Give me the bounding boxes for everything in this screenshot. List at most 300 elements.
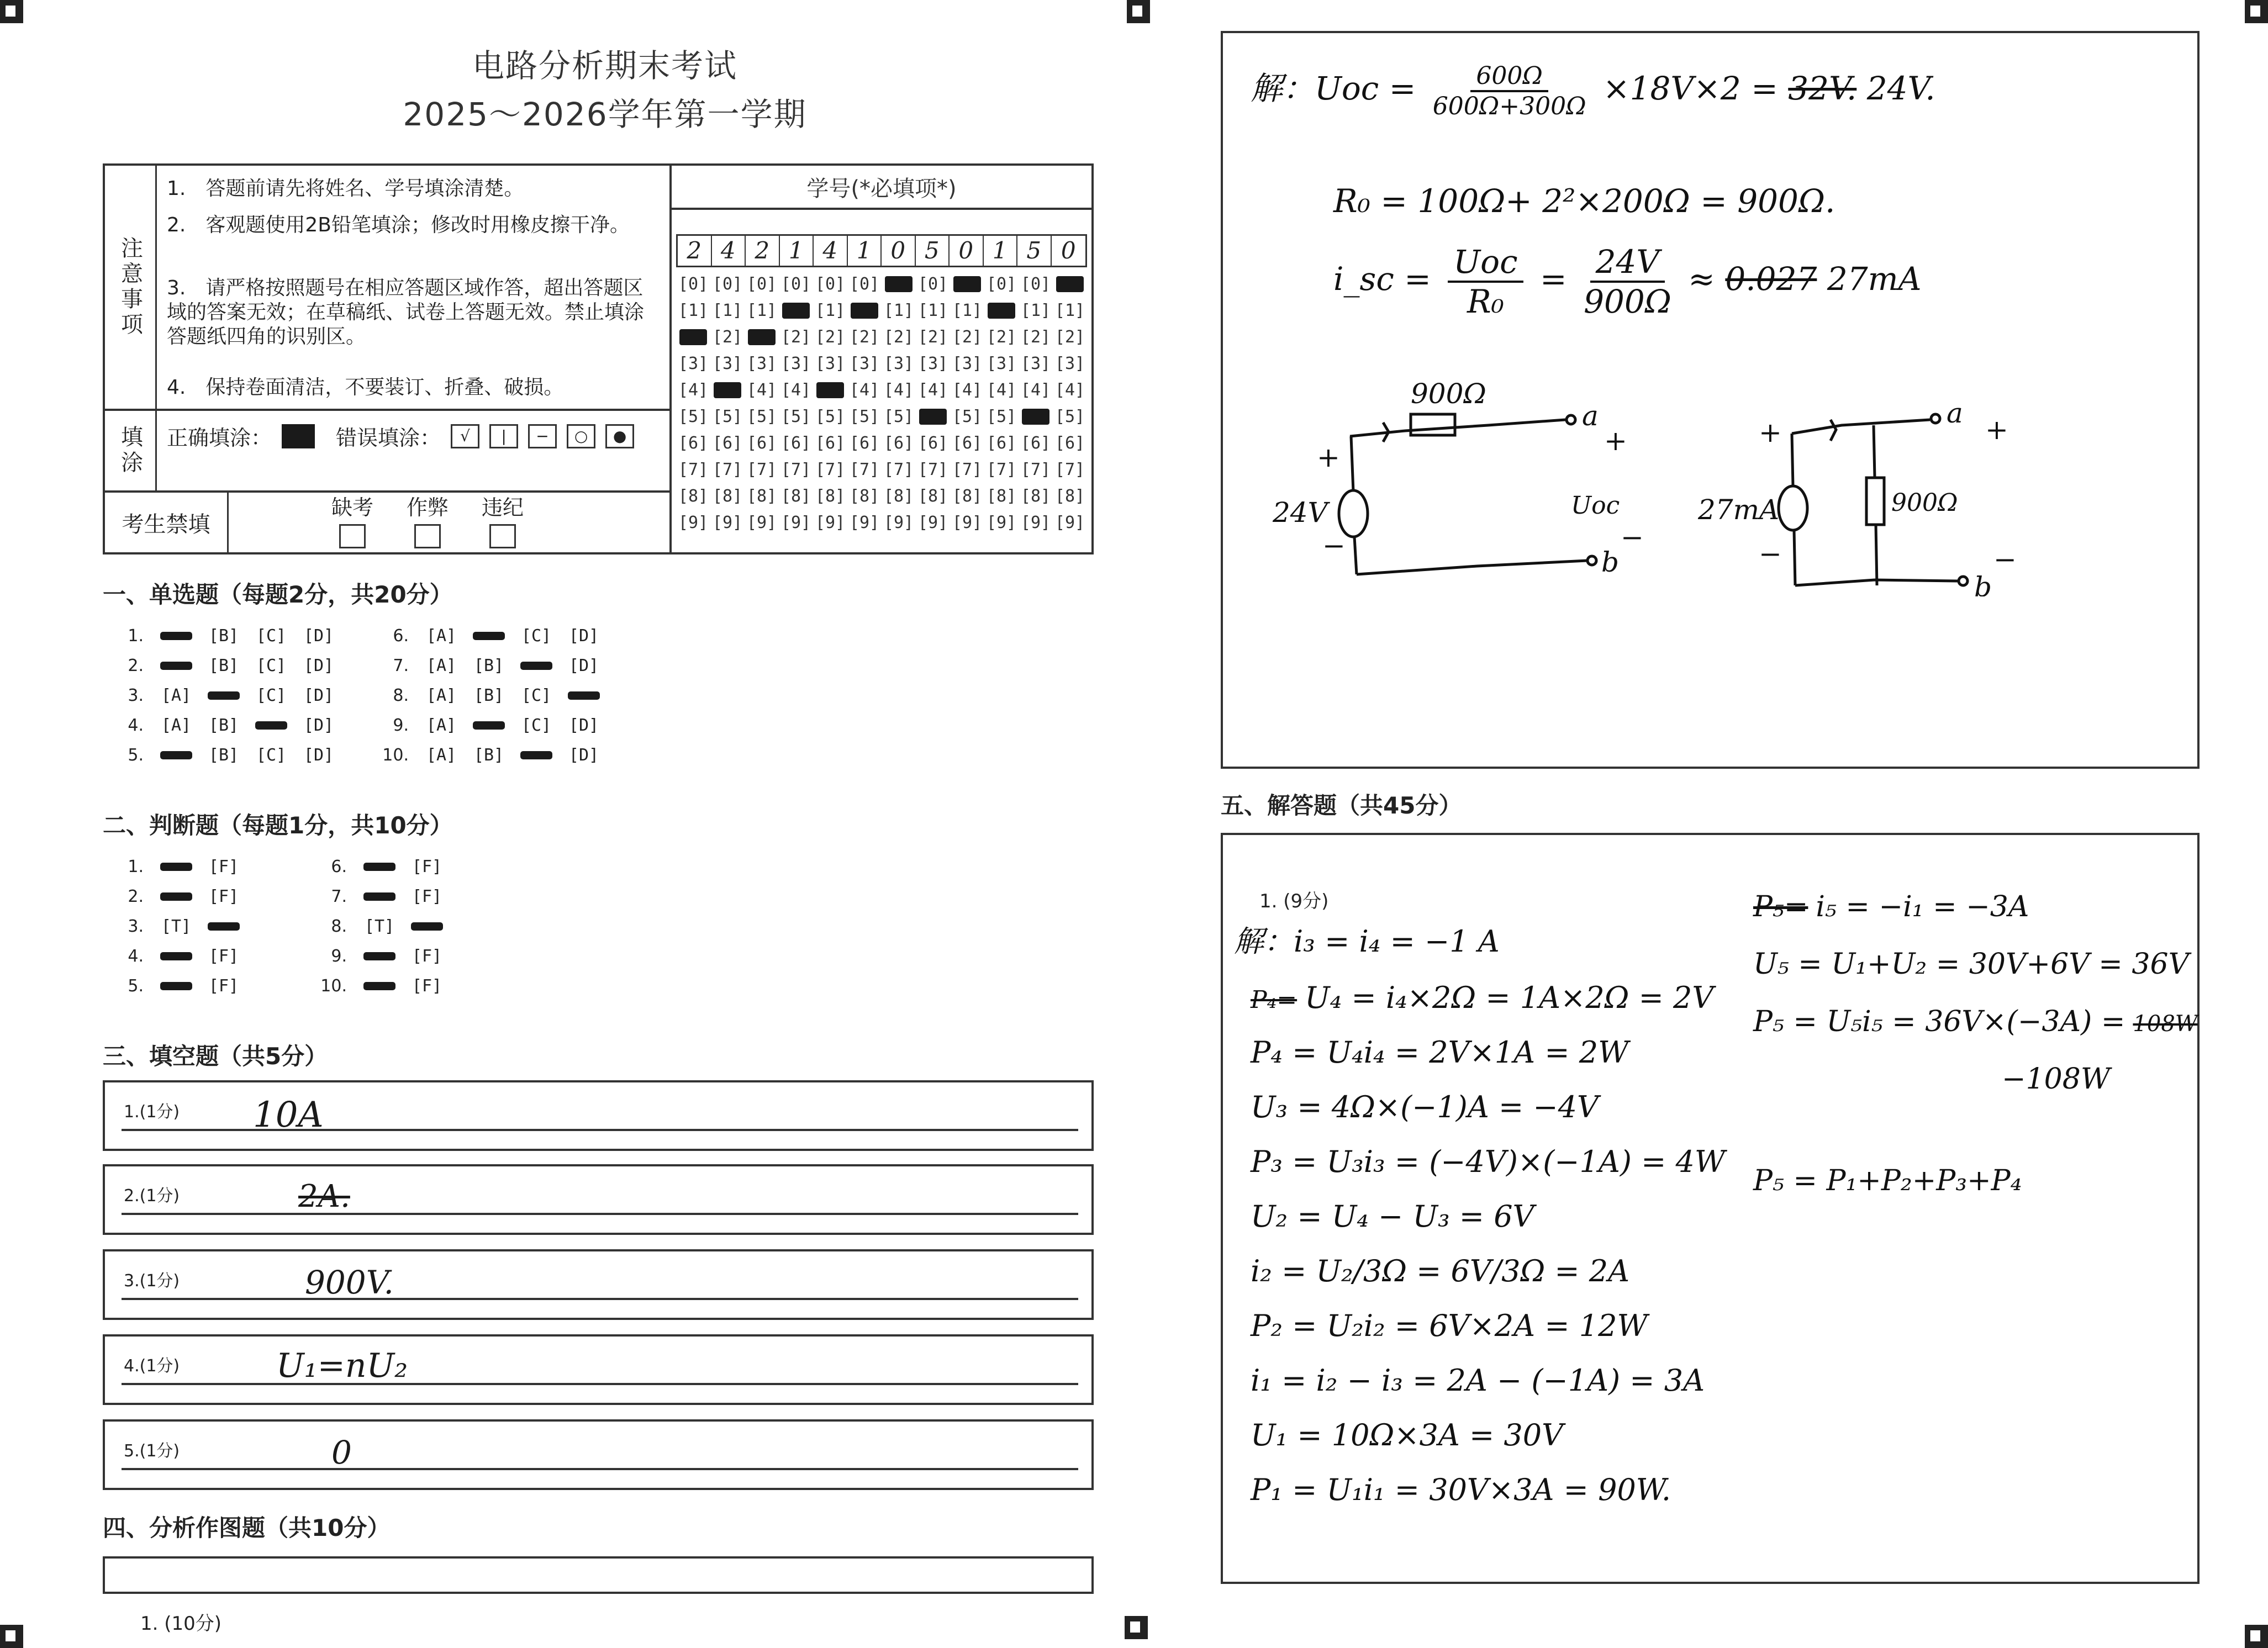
student-id-digit: 4 — [814, 236, 848, 266]
student-id-bubble[interactable]: [9] — [1020, 513, 1051, 532]
notice-left — [105, 166, 672, 552]
option-bubble-a[interactable] — [152, 656, 200, 675]
registration-mark-icon — [1125, 1616, 1148, 1639]
student-id-bubble[interactable]: [9] — [849, 513, 880, 532]
c2-minus: − — [1759, 538, 1782, 570]
student-id-digit: 1 — [848, 236, 882, 266]
forbid-violation-label: 违纪 — [482, 495, 524, 520]
single-choice-question — [376, 740, 608, 770]
work-line: P₅ = U₅i₅ = 36V×(−3A) = — [1753, 1005, 2125, 1038]
student-id-bubble[interactable] — [745, 325, 779, 350]
student-id-digit: 2 — [746, 236, 780, 266]
option-bubble-b[interactable]: [B] — [208, 715, 239, 735]
option-bubble-b[interactable] — [200, 686, 247, 705]
true-false-question — [314, 911, 451, 941]
option-bubble-b[interactable]: [B] — [473, 656, 504, 675]
student-id-bubble[interactable]: [7] — [986, 460, 1017, 479]
option-bubble-f[interactable]: [F] — [412, 976, 442, 996]
student-id-bubble[interactable]: [5] — [746, 407, 777, 426]
student-id-bubble[interactable]: [8] — [849, 487, 880, 506]
student-id-bubble[interactable]: [4] — [917, 381, 948, 400]
student-id-bubble[interactable]: [4] — [1054, 381, 1085, 400]
blank-answer-2[interactable] — [103, 1164, 1094, 1235]
student-id-bubble[interactable]: [5] — [712, 407, 743, 426]
option-bubble-b[interactable]: [B] — [208, 745, 239, 765]
student-id-bubble[interactable]: [0] — [849, 274, 880, 294]
voc-prefix: 解：Uoc = — [1251, 70, 1416, 108]
question-number: 6. — [331, 857, 347, 876]
voc-fraction — [1433, 62, 1586, 120]
option-bubble-f[interactable]: [F] — [208, 857, 239, 876]
c1-plus: + — [1317, 441, 1340, 473]
option-bubble-b[interactable]: [B] — [473, 685, 504, 705]
registration-mark-icon — [2245, 1625, 2268, 1648]
struck-prefix: P₅= — [1753, 890, 1808, 923]
forbid-absent-checkbox[interactable] — [339, 524, 366, 548]
blank-handwritten-answer: 0 — [331, 1434, 352, 1471]
student-id-bubble[interactable]: [5] — [780, 407, 811, 426]
question-number: 1. — [128, 857, 144, 876]
isc-numerator-2: 24V — [1590, 243, 1665, 283]
student-id-bubble[interactable]: [4] — [1020, 381, 1051, 400]
option-bubble-b[interactable] — [465, 626, 513, 646]
work-line: U₁ = 10Ω×3A = 30V — [1251, 1418, 1564, 1452]
work-line: P₂ = U₂i₂ = 6V×2A = 12W — [1251, 1308, 1648, 1343]
forbid-cheat — [407, 490, 449, 548]
student-id-bubble[interactable]: [3] — [746, 354, 777, 373]
option-bubble-a[interactable]: [A] — [426, 685, 457, 705]
option-bubble-f[interactable]: [F] — [208, 976, 239, 996]
student-id-bubble[interactable]: [5] — [815, 407, 846, 426]
option-bubble-t[interactable]: [T] — [364, 916, 395, 936]
option-bubble-f[interactable]: [F] — [208, 886, 239, 906]
single-choice-question — [110, 621, 342, 651]
student-id-bubble[interactable]: [3] — [849, 354, 880, 373]
option-bubble-a[interactable] — [152, 626, 200, 646]
c1-terminal-b: b — [1601, 546, 1620, 578]
work-line: i₁ = i₂ − i₃ = 2A − (−1A) = 3A — [1251, 1363, 1705, 1398]
student-id-digit: 0 — [950, 236, 984, 266]
work-line: U₂ = U₄ − U₃ = 6V — [1251, 1199, 1534, 1234]
section4-header-box — [103, 1556, 1094, 1594]
student-id-digit: 1 — [984, 236, 1018, 266]
option-bubble-d[interactable]: [D] — [568, 745, 599, 765]
work-line-row — [1234, 1418, 1725, 1452]
student-id-bubble[interactable]: [8] — [883, 487, 914, 506]
terminal-a-icon — [1931, 414, 1940, 423]
student-id-bubble[interactable]: [0] — [780, 274, 811, 294]
student-id-bubble[interactable]: [2] — [712, 328, 743, 347]
student-id-bubble[interactable] — [916, 404, 950, 429]
question-number: 7. — [331, 886, 347, 906]
forbid-violation-checkbox[interactable] — [489, 524, 516, 548]
question-number: 3. — [128, 685, 144, 705]
student-id-bubble[interactable]: [2] — [883, 328, 914, 347]
blank-label: 2.(1分) — [124, 1186, 180, 1206]
option-bubble-c[interactable]: [C] — [521, 685, 552, 705]
student-id-bubble[interactable]: [2] — [1054, 328, 1085, 347]
answer-line — [122, 1213, 1078, 1215]
student-id-bubble[interactable]: [7] — [746, 460, 777, 479]
student-id-bubble[interactable]: [9] — [815, 513, 846, 532]
work-line: P₃ = U₃i₃ = (−4V)×(−1A) = 4W — [1251, 1144, 1726, 1179]
option-bubble-a[interactable]: [A] — [426, 745, 457, 765]
student-id-bubble[interactable]: [7] — [883, 460, 914, 479]
option-bubble-b[interactable]: [B] — [208, 656, 239, 675]
student-id-bubble[interactable]: [2] — [780, 328, 811, 347]
option-bubble-t[interactable]: [T] — [161, 916, 192, 936]
answer-line — [122, 1298, 1078, 1300]
question-number: 2. — [128, 656, 144, 675]
section5-title: 五、解答题（共45分） — [1221, 792, 1462, 819]
wire-bottom — [1357, 561, 1587, 574]
student-id-bubble[interactable]: [1] — [815, 301, 846, 320]
option-bubble-b[interactable]: [B] — [208, 626, 239, 646]
single-choice-question — [110, 680, 342, 710]
student-id-bubble[interactable]: [6] — [678, 434, 709, 453]
option-bubble-d[interactable] — [560, 686, 608, 705]
student-id-bubble[interactable]: [0] — [815, 274, 846, 294]
student-id-bubble[interactable] — [779, 298, 813, 323]
terminal-b-icon — [1959, 577, 1968, 585]
option-bubble-t[interactable] — [356, 947, 403, 966]
option-bubble-t[interactable] — [152, 857, 200, 876]
question-number: 2. — [128, 886, 144, 906]
student-id-bubble[interactable]: [7] — [1020, 460, 1051, 479]
student-id-bubble[interactable] — [882, 272, 916, 297]
student-id-bubble[interactable]: [2] — [952, 328, 983, 347]
student-id-bubble[interactable] — [1053, 272, 1087, 297]
isc-fraction-1 — [1448, 243, 1523, 320]
student-id-bubble[interactable]: [2] — [1020, 328, 1051, 347]
student-id-bubble[interactable]: [4] — [780, 381, 811, 400]
option-bubble-d[interactable]: [D] — [568, 626, 599, 646]
student-id-bubble[interactable]: [0] — [746, 274, 777, 294]
student-id-bubble[interactable]: [3] — [815, 354, 846, 373]
student-id-bubble[interactable]: [7] — [849, 460, 880, 479]
question-number: 9. — [331, 946, 347, 966]
isc-equals: = — [1540, 260, 1567, 298]
resistor-icon — [1866, 478, 1884, 525]
student-id-bubble[interactable]: [2] — [815, 328, 846, 347]
work-line-row — [1742, 890, 2198, 923]
option-bubble-c[interactable]: [C] — [256, 745, 287, 765]
student-id-bubble[interactable]: [1] — [1020, 301, 1051, 320]
student-id-bubble[interactable]: [5] — [986, 407, 1017, 426]
c1-plus-a: + — [1604, 425, 1627, 457]
student-id-bubble[interactable]: [6] — [952, 434, 983, 453]
blank-answer-3[interactable] — [103, 1249, 1094, 1320]
student-id-bubble[interactable]: [3] — [678, 354, 709, 373]
option-bubble-c[interactable] — [513, 746, 560, 765]
work-line-row — [1234, 1472, 1725, 1507]
option-bubble-t[interactable] — [356, 857, 403, 876]
question-number: 8. — [393, 685, 409, 705]
option-bubble-f[interactable]: [F] — [412, 946, 442, 966]
student-id-bubble-grid — [676, 272, 1087, 535]
c1-source-label: 24V — [1273, 496, 1328, 529]
student-id-bubble[interactable]: [6] — [712, 434, 743, 453]
student-id-bubble[interactable]: [2] — [986, 328, 1017, 347]
option-bubble-d[interactable]: [D] — [568, 715, 599, 735]
student-id-bubble[interactable] — [676, 325, 710, 350]
student-id-digit: 0 — [1061, 237, 1076, 264]
option-bubble-a[interactable] — [152, 746, 200, 765]
student-id-bubble[interactable]: [1] — [746, 301, 777, 320]
student-id-digit: 5 — [1017, 236, 1052, 266]
wire-top — [1350, 420, 1565, 436]
option-bubble-d[interactable]: [D] — [303, 685, 334, 705]
question-number: 3. — [128, 916, 144, 936]
student-id-bubble[interactable]: [6] — [986, 434, 1017, 453]
blank-handwritten-answer: 10A — [253, 1095, 324, 1135]
work-line: i₂ = U₂/3Ω = 6V/3Ω = 2A — [1251, 1254, 1630, 1288]
work-line-row — [1742, 1164, 2198, 1197]
student-id-bubble[interactable]: [4] — [986, 381, 1017, 400]
option-bubble-c[interactable] — [247, 716, 295, 735]
option-bubble-c[interactable] — [513, 656, 560, 675]
student-id-bubble[interactable]: [9] — [917, 513, 948, 532]
question-number: 10. — [382, 745, 409, 765]
option-bubble-d[interactable]: [D] — [303, 656, 334, 675]
student-id-bubble[interactable]: [8] — [746, 487, 777, 506]
student-id-bubble[interactable]: [8] — [780, 487, 811, 506]
student-id-bubble[interactable]: [3] — [1020, 354, 1051, 373]
blank-label: 5.(1分) — [124, 1441, 180, 1461]
student-id-bubble[interactable]: [6] — [1054, 434, 1085, 453]
work-line-row — [1234, 1254, 1725, 1288]
student-id-bubble[interactable]: [5] — [1054, 407, 1085, 426]
student-id-bubble[interactable]: [1] — [917, 301, 948, 320]
answer-line — [122, 1468, 1078, 1470]
student-id-bubble[interactable]: [4] — [952, 381, 983, 400]
student-id-bubble[interactable] — [950, 272, 984, 297]
option-bubble-f[interactable]: [F] — [412, 886, 442, 906]
student-id-bubble[interactable]: [9] — [746, 513, 777, 532]
student-id-bubble[interactable]: [9] — [883, 513, 914, 532]
option-bubble-c[interactable]: [C] — [521, 715, 552, 735]
notice-item-2: 2. 客观题使用2B铅笔填涂；修改时用橡皮擦干净。 — [167, 214, 630, 236]
circuit-diagrams — [1223, 342, 2202, 596]
wire-left-bottom — [1354, 537, 1357, 574]
student-id-bubble[interactable]: [9] — [952, 513, 983, 532]
option-bubble-c[interactable]: [C] — [521, 626, 552, 646]
section2-title: 二、判断题（每题1分，共10分） — [103, 812, 453, 839]
option-bubble-c[interactable]: [C] — [256, 626, 287, 646]
student-id-bubble[interactable]: [9] — [678, 513, 709, 532]
voc-struck-value: 32V. — [1788, 70, 1857, 108]
student-id-bubble[interactable]: [5] — [883, 407, 914, 426]
true-false-question — [314, 941, 451, 971]
student-id-bubble[interactable]: [2] — [917, 328, 948, 347]
student-id-bubble[interactable]: [1] — [1054, 301, 1085, 320]
true-false-question — [110, 852, 247, 881]
student-id-bubble[interactable]: [7] — [1054, 460, 1085, 479]
option-bubble-c[interactable]: [C] — [256, 685, 287, 705]
student-id-bubble[interactable]: [8] — [1020, 487, 1051, 506]
option-bubble-d[interactable]: [D] — [303, 745, 334, 765]
student-id-bubble[interactable]: [7] — [952, 460, 983, 479]
student-id-bubble[interactable]: [8] — [815, 487, 846, 506]
section4-answer-area[interactable] — [1221, 31, 2200, 769]
section5-right-work — [1742, 890, 2198, 1197]
student-id-bubble[interactable]: [1] — [952, 301, 983, 320]
student-id-bubble[interactable]: [4] — [883, 381, 914, 400]
student-id-bubble[interactable]: [7] — [780, 460, 811, 479]
option-bubble-b[interactable] — [465, 716, 513, 735]
work-line: U₄ = i₄×2Ω = 1A×2Ω = 2V — [1305, 980, 1714, 1015]
wire-mid-bottom — [1876, 525, 1877, 585]
student-id-bubble[interactable]: [3] — [917, 354, 948, 373]
student-id-bubble[interactable]: [3] — [780, 354, 811, 373]
isc-approx: ≈ — [1688, 260, 1715, 298]
student-id-bubble[interactable]: [0] — [712, 274, 743, 294]
blank-answer-4[interactable] — [103, 1334, 1094, 1405]
student-id-bubble[interactable] — [1019, 404, 1053, 429]
single-choice-question — [376, 680, 608, 710]
student-id-bubble[interactable]: [3] — [986, 354, 1017, 373]
registration-mark-icon — [0, 0, 23, 23]
student-id-bubble[interactable]: [2] — [849, 328, 880, 347]
student-id-bubble[interactable]: [0] — [986, 274, 1017, 294]
isc-prefix: i_sc = — [1333, 260, 1431, 298]
student-id-bubble[interactable]: [1] — [883, 301, 914, 320]
option-bubble-a[interactable]: [A] — [161, 715, 192, 735]
section4-title: 四、分析作图题（共10分） — [103, 1514, 391, 1541]
student-id-bubble[interactable]: [0] — [917, 274, 948, 294]
student-id-bubble[interactable]: [8] — [1054, 487, 1085, 506]
option-bubble-t[interactable] — [152, 887, 200, 906]
work-line: −108W — [2002, 1063, 2111, 1096]
wrong-line-icon: | — [489, 424, 518, 448]
student-id-bubble[interactable]: [5] — [678, 407, 709, 426]
option-bubble-d[interactable]: [D] — [568, 656, 599, 675]
student-id-bubble[interactable]: [4] — [678, 381, 709, 400]
option-bubble-d[interactable]: [D] — [303, 715, 334, 735]
student-id-bubble[interactable] — [984, 298, 1019, 323]
student-id-bubble[interactable]: [9] — [986, 513, 1017, 532]
student-id-bubble[interactable]: [6] — [1020, 434, 1051, 453]
work-line: 解：i₃ = i₄ = −1 A — [1234, 924, 1500, 959]
single-choice-question — [110, 740, 342, 770]
student-id-bubble[interactable]: [6] — [815, 434, 846, 453]
student-id-bubble[interactable]: [8] — [952, 487, 983, 506]
student-id-bubble[interactable]: [6] — [849, 434, 880, 453]
forbid-cheat-checkbox[interactable] — [414, 524, 441, 548]
student-id-digits — [676, 234, 1087, 267]
section4-q1-label: 1. (10分) — [140, 1613, 222, 1635]
single-choice-question — [376, 651, 608, 680]
student-id-bubble[interactable]: [7] — [917, 460, 948, 479]
notice-panel — [103, 163, 1094, 554]
answer-line — [122, 1383, 1078, 1385]
student-id-bubble[interactable]: [6] — [917, 434, 948, 453]
student-id-digit: 5 — [916, 236, 950, 266]
option-bubble-d[interactable]: [D] — [303, 626, 334, 646]
notice-item-3: 3. 请严格按照题号在相应答题区域作答，超出答题区域的答案无效；在草稿纸、试卷上答题无效。禁止填涂答题纸四角的识别区。 — [167, 277, 645, 348]
registration-mark-icon — [2245, 0, 2268, 23]
student-id-bubble[interactable]: [6] — [746, 434, 777, 453]
work-line-row — [1234, 918, 1725, 960]
student-id-bubble[interactable]: [9] — [780, 513, 811, 532]
wire-left — [1351, 436, 1353, 492]
blank-handwritten-answer: 900V. — [305, 1264, 394, 1301]
option-bubble-f[interactable]: [F] — [208, 946, 239, 966]
student-id-bubble[interactable] — [813, 378, 847, 403]
student-id-bubble[interactable]: [7] — [815, 460, 846, 479]
student-id-bubble[interactable] — [710, 378, 745, 403]
student-id-bubble[interactable]: [6] — [883, 434, 914, 453]
option-bubble-f[interactable] — [403, 917, 451, 936]
forbid-cheat-label: 作弊 — [407, 495, 449, 520]
c2-plus-a: + — [1985, 414, 2008, 446]
student-id-bubble[interactable]: [7] — [712, 460, 743, 479]
true-false-question — [110, 881, 247, 911]
student-id-bubble[interactable]: [3] — [712, 354, 743, 373]
student-id-bubble[interactable]: [3] — [952, 354, 983, 373]
option-bubble-a[interactable]: [A] — [161, 685, 192, 705]
student-id-bubble[interactable]: [8] — [712, 487, 743, 506]
blank-label: 1.(1分) — [124, 1102, 180, 1122]
option-bubble-a[interactable]: [A] — [426, 656, 457, 675]
student-id-bubble[interactable]: [8] — [986, 487, 1017, 506]
student-id-bubble[interactable]: [4] — [849, 381, 880, 400]
option-bubble-a[interactable]: [A] — [426, 626, 457, 646]
blank-answer-1[interactable] — [103, 1080, 1094, 1151]
student-id-bubble[interactable]: [9] — [712, 513, 743, 532]
true-false-question — [110, 911, 247, 941]
option-bubble-t[interactable] — [356, 976, 403, 996]
student-id-bubble[interactable]: [9] — [1054, 513, 1085, 532]
question-number: 4. — [128, 946, 144, 966]
isc-numerator-1: Uoc — [1448, 243, 1523, 283]
current-source-icon — [1779, 486, 1807, 530]
student-id-bubble[interactable]: [4] — [746, 381, 777, 400]
student-id-bubble[interactable]: [5] — [952, 407, 983, 426]
student-id-bubble[interactable]: [5] — [849, 407, 880, 426]
student-id-bubble[interactable]: [0] — [1020, 274, 1051, 294]
option-bubble-f[interactable] — [200, 917, 247, 936]
question-number: 10. — [320, 976, 347, 996]
student-id-bubble[interactable]: [6] — [780, 434, 811, 453]
question-number: 6. — [393, 626, 409, 646]
question-number: 5. — [128, 976, 144, 996]
question-number: 7. — [393, 656, 409, 675]
student-id-bubble[interactable]: [8] — [917, 487, 948, 506]
section5-answer-area[interactable] — [1221, 833, 2200, 1584]
option-bubble-t[interactable] — [356, 887, 403, 906]
student-id-bubble[interactable]: [1] — [712, 301, 743, 320]
c2-terminal-b: b — [1974, 571, 1992, 596]
student-id-bubble[interactable]: [0] — [678, 274, 709, 294]
student-id-bubble[interactable] — [847, 298, 882, 323]
student-id-bubble[interactable]: [8] — [678, 487, 709, 506]
blank-answer-5[interactable] — [103, 1419, 1094, 1490]
student-id-bubble[interactable]: [3] — [1054, 354, 1085, 373]
student-id-bubble[interactable]: [3] — [883, 354, 914, 373]
work-line-row — [1234, 1308, 1725, 1343]
option-bubble-t[interactable] — [152, 976, 200, 996]
option-bubble-c[interactable]: [C] — [256, 656, 287, 675]
option-bubble-a[interactable]: [A] — [426, 715, 457, 735]
forbid-label: 考生禁填 — [105, 492, 229, 553]
option-bubble-t[interactable] — [152, 947, 200, 966]
student-id-bubble[interactable]: [7] — [678, 460, 709, 479]
true-false-question — [110, 941, 247, 971]
option-bubble-f[interactable]: [F] — [412, 857, 442, 876]
option-bubble-b[interactable]: [B] — [473, 745, 504, 765]
student-id-bubble[interactable]: [1] — [678, 301, 709, 320]
